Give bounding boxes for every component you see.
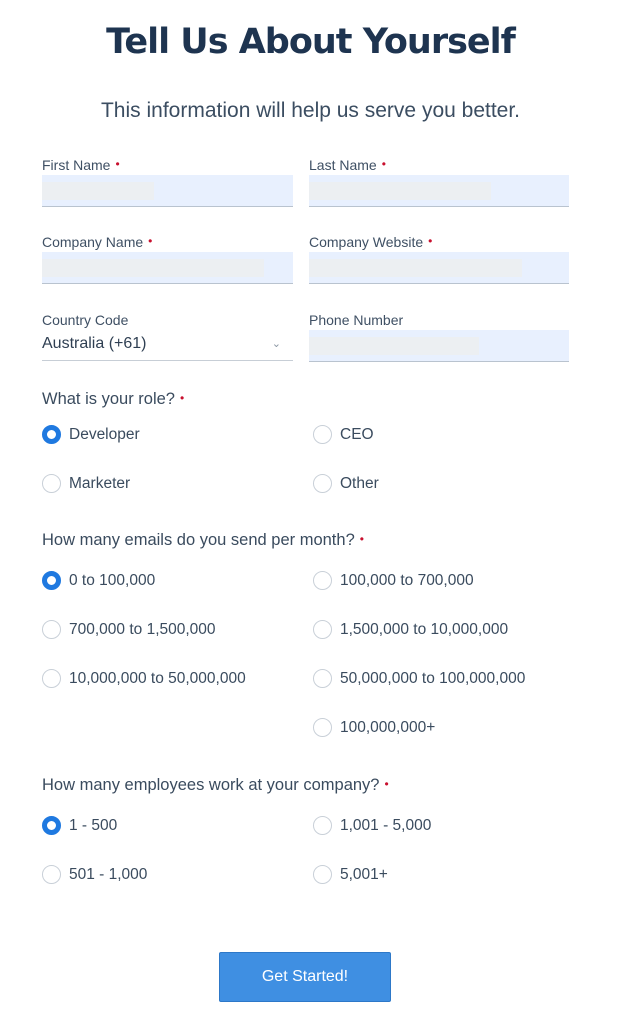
role-option-other[interactable] [313, 474, 379, 493]
option-label: Developer [69, 425, 140, 443]
employees-question: How many employees work at your company? • [42, 776, 389, 794]
emails-question: How many emails do you send per month? • [42, 531, 364, 549]
role-option-ceo[interactable] [313, 425, 374, 444]
page-title: Tell Us About Yourself [106, 22, 515, 62]
country-code-label: Country Code [42, 312, 129, 328]
company-name-label: Company Name • [42, 234, 153, 250]
company-name-input[interactable] [42, 252, 293, 284]
emails-option[interactable] [313, 718, 435, 737]
option-label: 1,500,000 to 10,000,000 [340, 620, 509, 638]
radio-icon [313, 620, 332, 639]
option-label: Other [340, 474, 379, 492]
option-label: 700,000 to 1,500,000 [69, 620, 216, 638]
emails-option[interactable] [42, 669, 246, 688]
radio-icon [313, 865, 332, 884]
chevron-down-icon: ⌄ [271, 338, 281, 350]
option-label: CEO [340, 425, 374, 443]
employees-option[interactable] [42, 816, 117, 835]
option-label: 501 - 1,000 [69, 865, 148, 883]
page-subtitle: This information will help us serve you better. [100, 99, 521, 122]
role-option-developer[interactable] [42, 425, 140, 444]
company-website-input[interactable] [309, 252, 569, 284]
radio-icon [313, 571, 332, 590]
option-label: 100,000 to 700,000 [340, 571, 474, 589]
option-label: 1,001 - 5,000 [340, 816, 432, 834]
radio-icon [42, 669, 61, 688]
radio-icon [313, 816, 332, 835]
last-name-input[interactable] [309, 175, 569, 207]
option-label: 5,001+ [340, 865, 388, 883]
emails-option[interactable] [313, 669, 525, 688]
radio-icon [42, 474, 61, 493]
radio-icon [313, 425, 332, 444]
emails-option[interactable] [313, 571, 474, 590]
radio-icon [42, 620, 61, 639]
last-name-label: Last Name • [309, 157, 386, 173]
role-option-marketer[interactable] [42, 474, 130, 493]
get-started-button[interactable]: Get Started! [219, 952, 391, 1002]
radio-icon [313, 718, 332, 737]
country-code-value: Australia (+61) [42, 335, 147, 352]
radio-selected-icon [42, 816, 61, 835]
radio-icon [313, 669, 332, 688]
option-label: Marketer [69, 474, 131, 492]
company-website-label: Company Website • [309, 234, 433, 250]
emails-option[interactable] [42, 620, 216, 639]
option-label: 1 - 500 [69, 816, 118, 834]
first-name-label: First Name • [42, 157, 120, 173]
option-label: 0 to 100,000 [69, 571, 156, 589]
radio-selected-icon [42, 425, 61, 444]
option-label: 50,000,000 to 100,000,000 [340, 669, 526, 687]
first-name-input[interactable] [42, 175, 293, 207]
radio-icon [42, 865, 61, 884]
employees-option[interactable] [313, 865, 388, 884]
radio-selected-icon [42, 571, 61, 590]
employees-option[interactable] [42, 865, 147, 884]
phone-number-label: Phone Number [309, 312, 404, 328]
employees-option[interactable] [313, 816, 431, 835]
option-label: 10,000,000 to 50,000,000 [69, 669, 246, 687]
emails-option[interactable] [313, 620, 508, 639]
role-question: What is your role? • [42, 390, 185, 408]
phone-number-input[interactable] [309, 330, 569, 362]
country-code-select[interactable] [42, 331, 293, 361]
option-label: 100,000,000+ [340, 718, 436, 736]
radio-icon [313, 474, 332, 493]
emails-option[interactable] [42, 571, 155, 590]
